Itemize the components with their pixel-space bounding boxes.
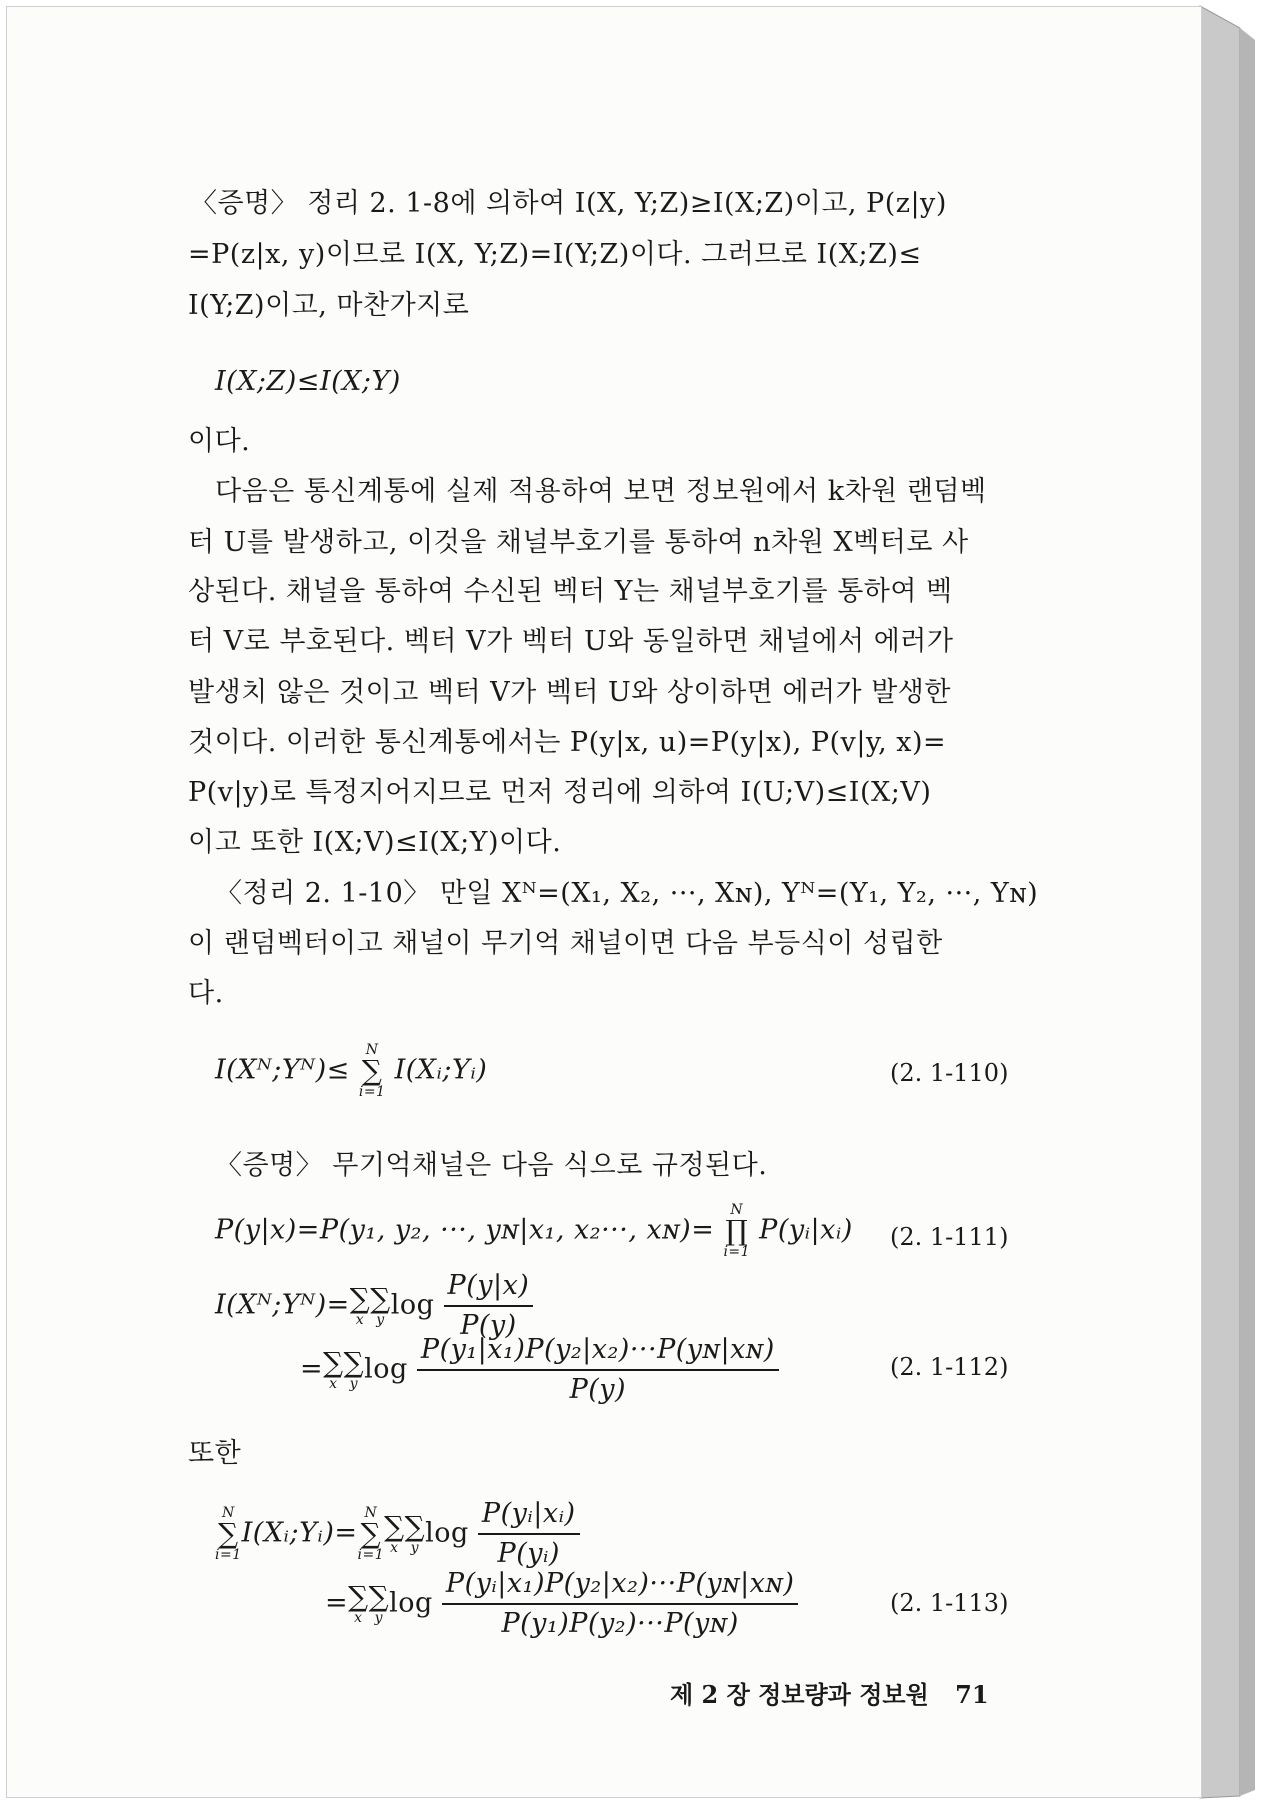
chapter-title: 제 2 장 정보량과 정보원 [670, 1680, 929, 1709]
proof-line: 〈증명〉 무기억채널은 다음 식으로 규정된다. [215, 1150, 768, 1181]
eq110-rhs: I(Xᵢ;Yᵢ) [394, 1054, 488, 1086]
paragraph-line-6: 것이다. 이러한 통신계통에서는 P(y|x, u)=P(y|x), P(v|y, x)= [188, 727, 947, 758]
also-line: 또한 [188, 1438, 242, 1469]
text-line-5: 이다. [188, 426, 251, 457]
equation-112-line-2: = ∑ x ∑ y log $\frac{\text{P(y₁|x₁)P(y₂|x₂)···P(yɴ|xɴ)}}{P(y)}$ [300, 1333, 779, 1407]
eq111-lhs: P(y|x)=P(y₁, y₂, ···, yɴ|x₁, x₂···, xɴ)= [215, 1214, 715, 1246]
fraction: $\frac{\text{P(yᵢ|xᵢ)}}{\text{P(yᵢ)}}$ [478, 1497, 580, 1571]
paragraph-line-1: 다음은 통신계통에 실제 적용하여 보면 정보원에서 k차원 랜덤벡 [215, 476, 987, 507]
eq110-lhs: I(Xᴺ;Yᴺ)≤ [215, 1054, 350, 1086]
paragraph-line-8: 이고 또한 I(X;V)≤I(X;Y)이다. [188, 827, 562, 858]
equation-number-112: (2. 1-112) [890, 1353, 1009, 1381]
running-footer [670, 1675, 989, 1710]
text-line-1: 〈증명〉 정리 2. 1-8에 의하여 I(X, Y;Z)≥I(X;Z)이고, P(z|y) [190, 188, 947, 219]
text-line-2: =P(z|x, y)이므로 I(X, Y;Z)=I(Y;Z)이다. 그러므로 I(X;Z)≤ [188, 239, 922, 270]
equation-112-line-1: I(Xᴺ;Yᴺ)= ∑ x ∑ y log $\frac{P(y|x)}{P(y)}$ [215, 1269, 533, 1343]
equation-111 [215, 1203, 853, 1259]
equation-number-110: (2. 1-110) [890, 1059, 1009, 1087]
theorem-line-3: 다. [188, 978, 224, 1009]
paragraph-line-3: 상된다. 채널을 통하여 수신된 벡터 Y는 채널부호기를 통하여 벡 [188, 576, 953, 607]
book-page [6, 6, 1202, 1798]
fraction: $\frac{\text{P(yᵢ|x₁)P(y₂|x₂)···P(yɴ|xɴ)}}{\text{P(y₁)P(y₂)···P(yɴ)}}$ [442, 1567, 798, 1641]
equation-number-111: (2. 1-111) [890, 1223, 1009, 1251]
paragraph-line-2: 터 U를 발생하고, 이것을 채널부호기를 통하여 n차원 X벡터로 사 [188, 527, 969, 558]
product-operator: N ∏ i=1 [723, 1202, 751, 1260]
inequality-line: I(X;Z)≤I(X;Y) [215, 366, 401, 397]
text-line-3: I(Y;Z)이고, 마찬가지로 [188, 290, 470, 321]
eq111-rhs: P(yᵢ|xᵢ) [759, 1214, 853, 1246]
equation-113-line-1: N ∑ i=1 I(Xᵢ;Yᵢ)= N ∑ i=1 ∑ x ∑ y log $\frac{\text{P(yᵢ|xᵢ)}}{\text{P(yᵢ)}}$ [215, 1497, 580, 1571]
theorem-line-1: 〈정리 2. 1-10〉 만일 Xᴺ=(X₁, X₂, ···, Xɴ), Yᴺ=(Y₁, Y₂, ···, Yɴ) [215, 878, 1039, 909]
fraction: $\frac{P(y|x)}{P(y)}$ [444, 1269, 534, 1343]
equation-number-113: (2. 1-113) [890, 1589, 1009, 1617]
fraction: $\frac{\text{P(y₁|x₁)P(y₂|x₂)···P(yɴ|xɴ)}}{P(y)}$ [417, 1333, 779, 1407]
sum-operator: N ∑ i=1 [358, 1042, 386, 1100]
paragraph-line-7: P(v|y)로 특정지어지므로 먼저 정리에 의하여 I(U;V)≤I(X;V) [188, 777, 932, 808]
equation-113-line-2: = ∑ x ∑ y log $\frac{\text{P(yᵢ|x₁)P(y₂|x₂)···P(yɴ|xɴ)}}{\text{P(y₁)P(y₂)···P(yɴ)}}$ [325, 1567, 798, 1641]
paragraph-line-4: 터 V로 부호된다. 벡터 V가 벡터 U와 동일하면 채널에서 에러가 [188, 626, 954, 657]
page-content [188, 7, 1039, 1797]
theorem-line-2: 이 랜덤벡터이고 채널이 무기억 채널이면 다음 부등식이 성립한 [188, 928, 943, 959]
page-number: 71 [955, 1680, 989, 1709]
paragraph-line-5: 발생치 않은 것이고 벡터 V가 벡터 U와 상이하면 에러가 발생한 [188, 677, 951, 708]
equation-110 [215, 1043, 487, 1099]
